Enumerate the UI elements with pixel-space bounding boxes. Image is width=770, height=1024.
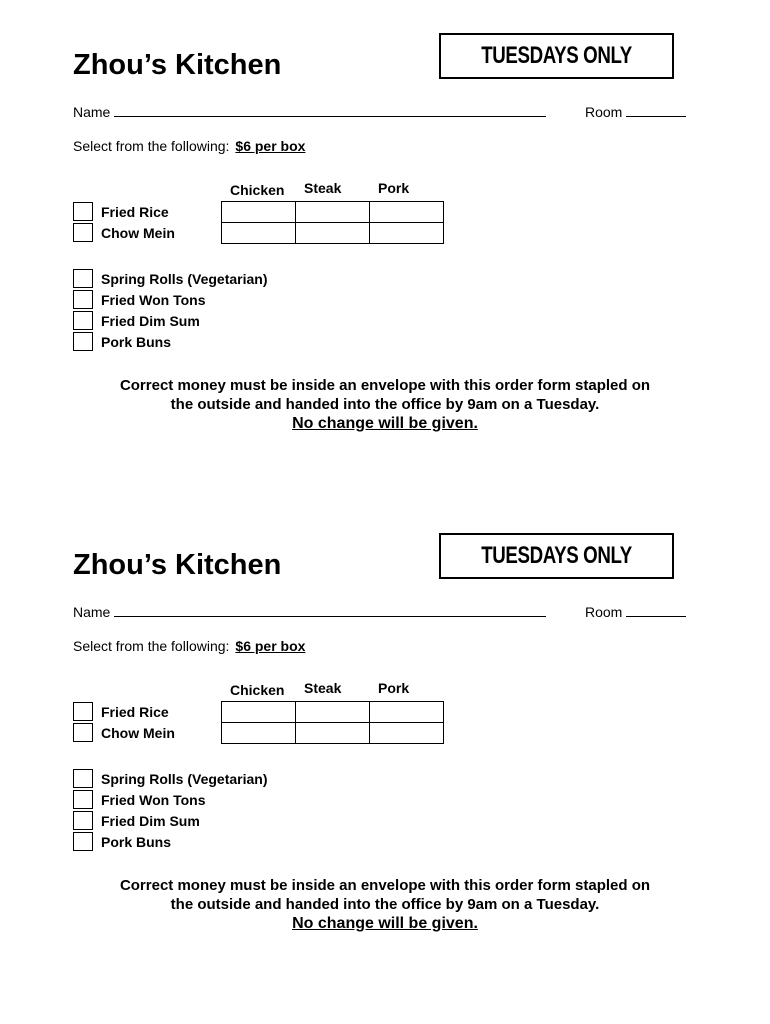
badge-text: TUESDAYS ONLY xyxy=(481,42,632,69)
grid-cell-chow-mein-pork[interactable] xyxy=(370,723,444,744)
item-label: Chow Mein xyxy=(101,724,175,741)
name-field[interactable] xyxy=(73,603,546,621)
item-label: Pork Buns xyxy=(101,333,172,350)
grid-cell-chow-mein-pork[interactable] xyxy=(370,223,444,244)
name-blank-line[interactable] xyxy=(114,103,546,117)
item-label: Pork Buns xyxy=(101,833,172,850)
grid-cell-fried-rice-steak[interactable] xyxy=(296,202,370,223)
list-item-pork-buns xyxy=(73,331,171,352)
column-header-steak: Steak xyxy=(304,180,342,196)
item-label: Chow Mein xyxy=(101,224,175,241)
order-form-copy-2 xyxy=(0,500,770,1000)
price-label: $6 per box xyxy=(235,638,306,654)
name-blank-line[interactable] xyxy=(114,603,546,617)
checkbox-fried-won-tons[interactable] xyxy=(73,790,93,809)
select-label: Select from the following: xyxy=(73,138,230,154)
checkbox-spring-rolls[interactable] xyxy=(73,269,93,288)
column-header-chicken: Chicken xyxy=(230,682,285,698)
payment-notice xyxy=(0,876,770,933)
notice-line: the outside and handed into the office by 9am on a Tuesday. xyxy=(170,396,600,413)
name-label: Name xyxy=(73,104,111,120)
restaurant-title: Zhou’s Kitchen xyxy=(73,549,282,581)
list-item-chow-mein xyxy=(73,722,175,743)
meat-choice-grid xyxy=(221,201,444,244)
checkbox-chow-mein[interactable] xyxy=(73,223,93,242)
room-blank-line[interactable] xyxy=(626,103,686,117)
name-label: Name xyxy=(73,604,111,620)
item-label: Fried Rice xyxy=(101,203,169,220)
grid-cell-fried-rice-pork[interactable] xyxy=(370,202,444,223)
grid-cell-fried-rice-chicken[interactable] xyxy=(222,202,296,223)
list-item-fried-won-tons xyxy=(73,789,205,810)
room-field[interactable] xyxy=(585,103,686,121)
list-item-fried-rice xyxy=(73,201,169,222)
checkbox-fried-rice[interactable] xyxy=(73,202,93,221)
list-item-fried-won-tons xyxy=(73,289,205,310)
grid-cell-fried-rice-pork[interactable] xyxy=(370,702,444,723)
checkbox-pork-buns[interactable] xyxy=(73,332,93,351)
grid-cell-chow-mein-steak[interactable] xyxy=(296,723,370,744)
grid-cell-fried-rice-steak[interactable] xyxy=(296,702,370,723)
grid-row-chow-mein xyxy=(222,223,444,244)
meat-choice-grid xyxy=(221,701,444,744)
item-label: Fried Rice xyxy=(101,703,169,720)
checkbox-chow-mein[interactable] xyxy=(73,723,93,742)
item-label: Fried Won Tons xyxy=(101,291,206,308)
list-item-chow-mein xyxy=(73,222,175,243)
restaurant-title: Zhou’s Kitchen xyxy=(73,49,282,81)
grid-row-fried-rice xyxy=(222,202,444,223)
payment-notice xyxy=(0,376,770,433)
tuesdays-only-badge xyxy=(439,533,674,579)
notice-line: Correct money must be inside an envelope with this order form stapled on xyxy=(119,377,651,394)
select-instruction xyxy=(73,137,305,155)
checkbox-fried-rice[interactable] xyxy=(73,702,93,721)
checkbox-spring-rolls[interactable] xyxy=(73,769,93,788)
list-item-fried-dim-sum xyxy=(73,310,200,331)
list-item-fried-rice xyxy=(73,701,169,722)
column-header-pork: Pork xyxy=(378,680,410,696)
select-instruction xyxy=(73,637,305,655)
room-blank-line[interactable] xyxy=(626,603,686,617)
list-item-pork-buns xyxy=(73,831,171,852)
room-field[interactable] xyxy=(585,603,686,621)
list-item-spring-rolls xyxy=(73,768,267,789)
item-label: Fried Dim Sum xyxy=(101,812,200,829)
tuesdays-only-badge xyxy=(439,33,674,79)
room-label: Room xyxy=(585,604,623,620)
checkbox-fried-dim-sum[interactable] xyxy=(73,811,93,830)
list-item-spring-rolls xyxy=(73,268,267,289)
no-change-warning: No change will be given. xyxy=(292,915,478,932)
checkbox-fried-won-tons[interactable] xyxy=(73,290,93,309)
item-label: Spring Rolls (Vegetarian) xyxy=(101,770,268,787)
room-label: Room xyxy=(585,104,623,120)
item-label: Spring Rolls (Vegetarian) xyxy=(101,270,268,287)
notice-line: the outside and handed into the office by 9am on a Tuesday. xyxy=(170,896,600,913)
no-change-warning: No change will be given. xyxy=(292,415,478,432)
column-header-pork: Pork xyxy=(378,180,410,196)
item-label: Fried Dim Sum xyxy=(101,312,200,329)
checkbox-fried-dim-sum[interactable] xyxy=(73,311,93,330)
price-label: $6 per box xyxy=(235,138,306,154)
notice-line: Correct money must be inside an envelope with this order form stapled on xyxy=(119,877,651,894)
column-header-steak: Steak xyxy=(304,680,342,696)
grid-cell-fried-rice-chicken[interactable] xyxy=(222,702,296,723)
column-header-chicken: Chicken xyxy=(230,182,285,198)
list-item-fried-dim-sum xyxy=(73,810,200,831)
badge-text: TUESDAYS ONLY xyxy=(481,542,632,569)
grid-row-fried-rice xyxy=(222,702,444,723)
grid-cell-chow-mein-chicken[interactable] xyxy=(222,723,296,744)
grid-cell-chow-mein-chicken[interactable] xyxy=(222,223,296,244)
checkbox-pork-buns[interactable] xyxy=(73,832,93,851)
grid-row-chow-mein xyxy=(222,723,444,744)
name-field[interactable] xyxy=(73,103,546,121)
select-label: Select from the following: xyxy=(73,638,230,654)
order-form-copy-1 xyxy=(0,0,770,500)
item-label: Fried Won Tons xyxy=(101,791,206,808)
grid-cell-chow-mein-steak[interactable] xyxy=(296,223,370,244)
